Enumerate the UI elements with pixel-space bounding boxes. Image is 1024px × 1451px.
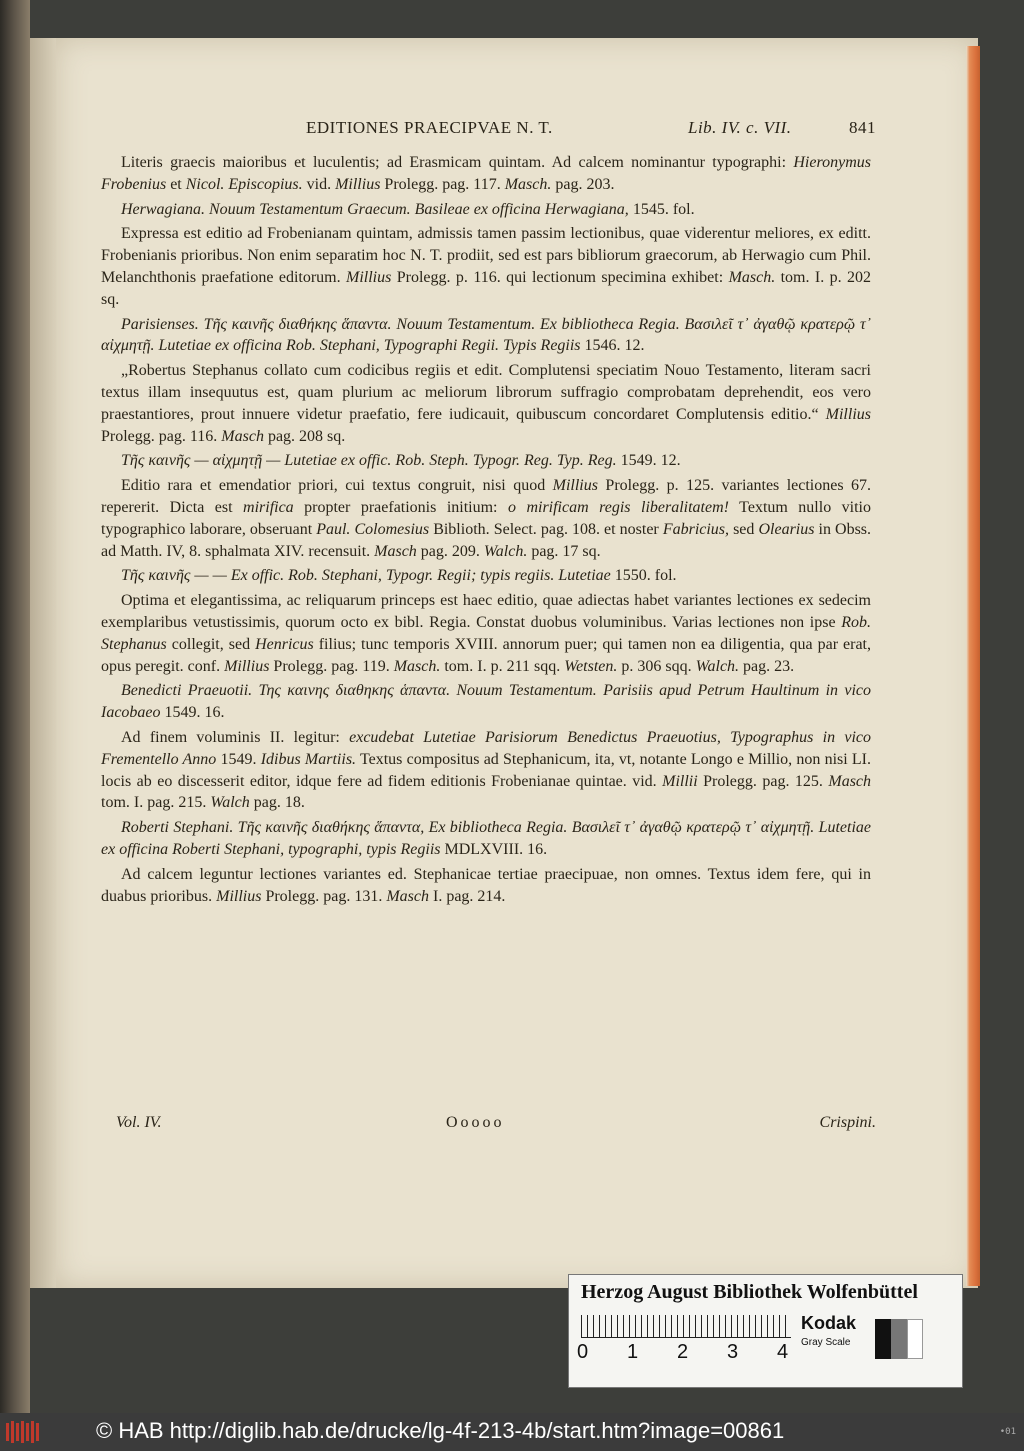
text-run: Nouum Testamentum. Ex bibliotheca Regia. bbox=[396, 315, 685, 333]
text-run: Expressa est editio ad Frobenianam quintam, admissis tamen passim lectionibus, quae viderentur meliores, ex editt. Frobenianis prioribus. Non enim separatim hoc N. T. prodiit, sed est pars bibliorum graecorum, ab Herwagio cum Phil. Melanchthonis praefatione editorum. bbox=[101, 225, 871, 286]
text-run: Nicol. Episcopius. bbox=[185, 175, 303, 193]
text-run: 1546. 12. bbox=[580, 337, 645, 355]
text-run: propter praefationis initium: bbox=[293, 498, 508, 516]
text-run: Hieronymus Frobenius bbox=[101, 154, 871, 193]
text-run: mirifica bbox=[243, 498, 294, 516]
gray-scale-label: Gray Scale bbox=[801, 1337, 851, 1348]
text-run: Prolegg. pag. 119. bbox=[269, 657, 394, 675]
library-name: Herzog August Bibliothek Wolfenbüttel bbox=[581, 1281, 918, 1303]
text-run: in Obss. ad Matth. IV, 8. sphalmata XIV. recensuit. bbox=[101, 520, 872, 560]
scale-ruler bbox=[581, 1315, 791, 1338]
catchword: Crispini. bbox=[819, 1114, 876, 1131]
text-run: Masch bbox=[221, 427, 264, 445]
facing-page-edge bbox=[0, 0, 30, 1413]
viewer-status-bar bbox=[0, 1413, 1024, 1451]
text-run: Textum nullo vitio typographico laborare, obseruant bbox=[101, 498, 871, 538]
running-head-title: EDITIONES PRAECIPVAE N. T. bbox=[306, 118, 553, 137]
scale-number: 0 bbox=[577, 1341, 589, 1363]
text-run: Masch. bbox=[393, 657, 441, 675]
page-number: 841 bbox=[849, 118, 876, 137]
kodak-logo: Kodak bbox=[801, 1313, 857, 1333]
text-run: filius; tunc temporis XVIII. annorum puer; qui tamen non ea diligentia, qua par erat, opus peregit. conf. bbox=[101, 635, 872, 675]
text-run: Τῆς καινῆς διαθήκης ἅπαντα. bbox=[203, 315, 397, 333]
text-run: Masch bbox=[828, 772, 872, 790]
scale-number: 2 bbox=[677, 1341, 689, 1363]
text-run: 1549. 12. bbox=[616, 452, 681, 470]
text-run: Editio rara et emendatior priori, cui textus congruit, nisi quod bbox=[121, 477, 553, 495]
hab-logo-icon[interactable] bbox=[4, 1419, 44, 1445]
text-run: et bbox=[166, 175, 186, 193]
corner-mark: •01 bbox=[999, 1427, 1016, 1437]
text-run: MDLXVIII. 16. bbox=[440, 840, 548, 858]
text-run: excudebat Lutetiae Parisiorum Benedictus Praeuotius, Typographus in vico Frementello Anno bbox=[101, 728, 871, 768]
body-text bbox=[101, 152, 871, 907]
text-run: pag. 208 sq. bbox=[263, 427, 346, 445]
text-run: Millii bbox=[662, 772, 698, 790]
text-run: tom. I. p. 211 sqq. bbox=[440, 657, 565, 675]
text-run: Idibus Martiis. bbox=[260, 750, 357, 768]
running-head bbox=[306, 118, 876, 142]
text-run: Lutetiae ex officina Rob. Stephani, Typographi Regii. Typis Regiis bbox=[158, 337, 581, 355]
entry-heading bbox=[101, 817, 871, 861]
text-run: Prolegg. pag. 116. bbox=[101, 427, 222, 445]
entry-heading bbox=[101, 199, 871, 221]
running-head-book: Lib. IV. c. VII. bbox=[688, 118, 792, 137]
color-calibration-card bbox=[568, 1274, 963, 1388]
text-run: 1549. bbox=[216, 750, 261, 768]
text-run: Roberti Stephani. Τῆς καινῆς διαθήκης ἅπαντα, Ex bibliotheca Regia. Βασιλεῖ τ᾽ ἀγαθῷ κρατερῷ τ᾽ αἰχμητῇ. Lutetiae ex officina Roberti Stephani, typographi, typis Regiis bbox=[101, 819, 871, 858]
gray-swatches bbox=[875, 1319, 923, 1359]
paragraph bbox=[101, 360, 871, 447]
text-run: Millius bbox=[224, 657, 270, 675]
text-run: Textus compositus ad Stephanicum, ita, vt, notante Longo e Millio, non nisi LI. locis ab eo discesserit editor, idque fere ad fidem editionis Frobenianae quintae. vid. bbox=[101, 750, 872, 790]
text-run: 1550. fol. bbox=[610, 567, 677, 585]
entry-heading bbox=[101, 680, 871, 724]
text-run: Walch bbox=[210, 794, 250, 812]
text-run: Prolegg. p. 116. qui lectionum specimina exhibet: bbox=[391, 268, 729, 286]
text-run: Millius bbox=[552, 477, 598, 495]
text-run: Ad calcem leguntur lectiones variantes ed. Stephanicae tertiae praecipuae, non omnes. Textus idem fere, qui in duabus prioribus. bbox=[101, 865, 871, 905]
text-run: Biblioth. Select. pag. 108. et noster bbox=[429, 520, 663, 538]
page-footer bbox=[116, 1114, 876, 1138]
text-run: vid. bbox=[302, 175, 336, 193]
page-fore-edge bbox=[966, 46, 980, 1286]
text-run: Masch bbox=[374, 542, 417, 560]
text-run: I. pag. 214. bbox=[428, 887, 506, 905]
text-run: pag. 209. bbox=[416, 542, 484, 560]
text-run: pag. 203. bbox=[551, 175, 615, 193]
text-run: sed bbox=[729, 520, 759, 538]
text-run: Masch bbox=[386, 887, 429, 905]
book-page bbox=[56, 38, 978, 1288]
text-run: pag. 17 sq. bbox=[527, 542, 601, 560]
text-run: Literis graecis maioribus et luculentis; ad Erasmicam quintam. Ad calcem nominantur typographi: bbox=[121, 154, 794, 171]
entry-heading bbox=[101, 565, 871, 587]
swatch-black bbox=[875, 1319, 891, 1359]
text-run: pag. 18. bbox=[249, 794, 305, 812]
text-run: Paul. Colomesius bbox=[316, 520, 430, 538]
paragraph bbox=[101, 475, 871, 562]
text-run: pag. 23. bbox=[739, 657, 795, 675]
scale-number: 1 bbox=[627, 1341, 639, 1363]
text-run: collegit, sed bbox=[166, 635, 256, 653]
text-run: Τῆς καινῆς — αἰχμητῇ — Lutetiae ex offic. Rob. Steph. Typogr. Reg. Typ. Reg. bbox=[121, 452, 617, 470]
paragraph bbox=[101, 152, 871, 196]
text-run: Prolegg. p. 125. variantes lectiones 67. repererit. Dicta est bbox=[101, 477, 872, 516]
sheet-signature: Ooooo bbox=[446, 1114, 505, 1131]
entry-heading bbox=[101, 314, 871, 358]
text-run: Masch. bbox=[728, 268, 776, 286]
text-run: 1545. fol. bbox=[628, 200, 695, 218]
text-run: p. 306 sqq. bbox=[617, 657, 696, 675]
volume-signature: Vol. IV. bbox=[116, 1114, 162, 1131]
text-run: Benedicti Praeuotii. Της καινης διαθηκης ἁπαντα. Nouum Testamentum. Parisiis apud Petrum Haultinum in vico Iacobaeo bbox=[101, 682, 871, 722]
text-run: Walch. bbox=[483, 542, 528, 560]
text-run: Masch. bbox=[504, 175, 552, 193]
text-run: Parisienses. bbox=[121, 315, 204, 333]
text-run: Prolegg. pag. 125. bbox=[697, 772, 829, 790]
text-run: Millius bbox=[216, 887, 262, 905]
scale-numbers bbox=[577, 1341, 797, 1365]
text-run: Millius bbox=[346, 268, 392, 286]
text-run: Τῆς καινῆς — — Ex offic. Rob. Stephani, Typogr. Regii; typis regiis. Lutetiae bbox=[121, 567, 611, 585]
paragraph bbox=[101, 727, 871, 814]
text-run: Βασιλεῖ τ᾽ ἀγαθῷ κρατερῷ τ᾽ αἰχμητῇ. bbox=[101, 315, 871, 355]
scale-number: 3 bbox=[727, 1341, 739, 1363]
paragraph bbox=[101, 590, 871, 677]
text-run: Optima et elegantissima, ac reliquarum princeps est haec editio, quae adiectas habet variantes lectiones ex sedecim exemplaribus vetustissimis, quorum octo ex bibl. Regia. Constat duobus voluminibus. Varias lectiones non ipse bbox=[101, 592, 871, 631]
copyright-url[interactable]: © HAB http://diglib.hab.de/drucke/lg-4f-213-4b/start.htm?image=00861 bbox=[96, 1418, 785, 1443]
text-run: Olearius bbox=[758, 520, 815, 538]
text-run: Walch. bbox=[695, 657, 740, 675]
text-run: Wetsten. bbox=[564, 657, 618, 675]
swatch-white bbox=[907, 1319, 923, 1359]
text-run: Prolegg. pag. 117. bbox=[380, 175, 505, 193]
paragraph bbox=[101, 223, 871, 310]
text-run: Fabricius, bbox=[662, 520, 730, 538]
scale-number: 4 bbox=[777, 1341, 789, 1363]
entry-heading bbox=[101, 450, 871, 472]
text-run: o mirificam regis liberalitatem! bbox=[507, 498, 729, 516]
text-run: Ad finem voluminis II. legitur: bbox=[121, 728, 350, 746]
text-run: Henricus bbox=[255, 635, 314, 653]
text-run: Prolegg. pag. 131. bbox=[261, 887, 387, 905]
text-run: Millius bbox=[825, 405, 871, 423]
text-run: tom. I. p. 202 sq. bbox=[101, 268, 872, 308]
text-run: tom. I. pag. 215. bbox=[101, 794, 211, 812]
text-run: Rob. Stephanus bbox=[101, 613, 871, 653]
text-run: „Robertus Stephanus collato cum codicibus regiis et edit. Complutensi speciatim Nouo Testamento, literam sacri textus illam insequutus est, quam plurium ac meliorum librorum suffragio comprobatam deprehendit, eos vero praestantiores, prout innuere videtur praefatio, fere iudicauit, quibuscum concordaret Complutensis editio.“ bbox=[101, 362, 871, 423]
text-run: Herwagiana. Nouum Testamentum Graecum. Basileae ex officina Herwagiana, bbox=[121, 200, 629, 218]
text-run: Millius bbox=[335, 175, 381, 193]
paragraph bbox=[101, 864, 871, 908]
text-run: 1549. 16. bbox=[160, 704, 225, 722]
swatch-gray bbox=[891, 1319, 907, 1359]
